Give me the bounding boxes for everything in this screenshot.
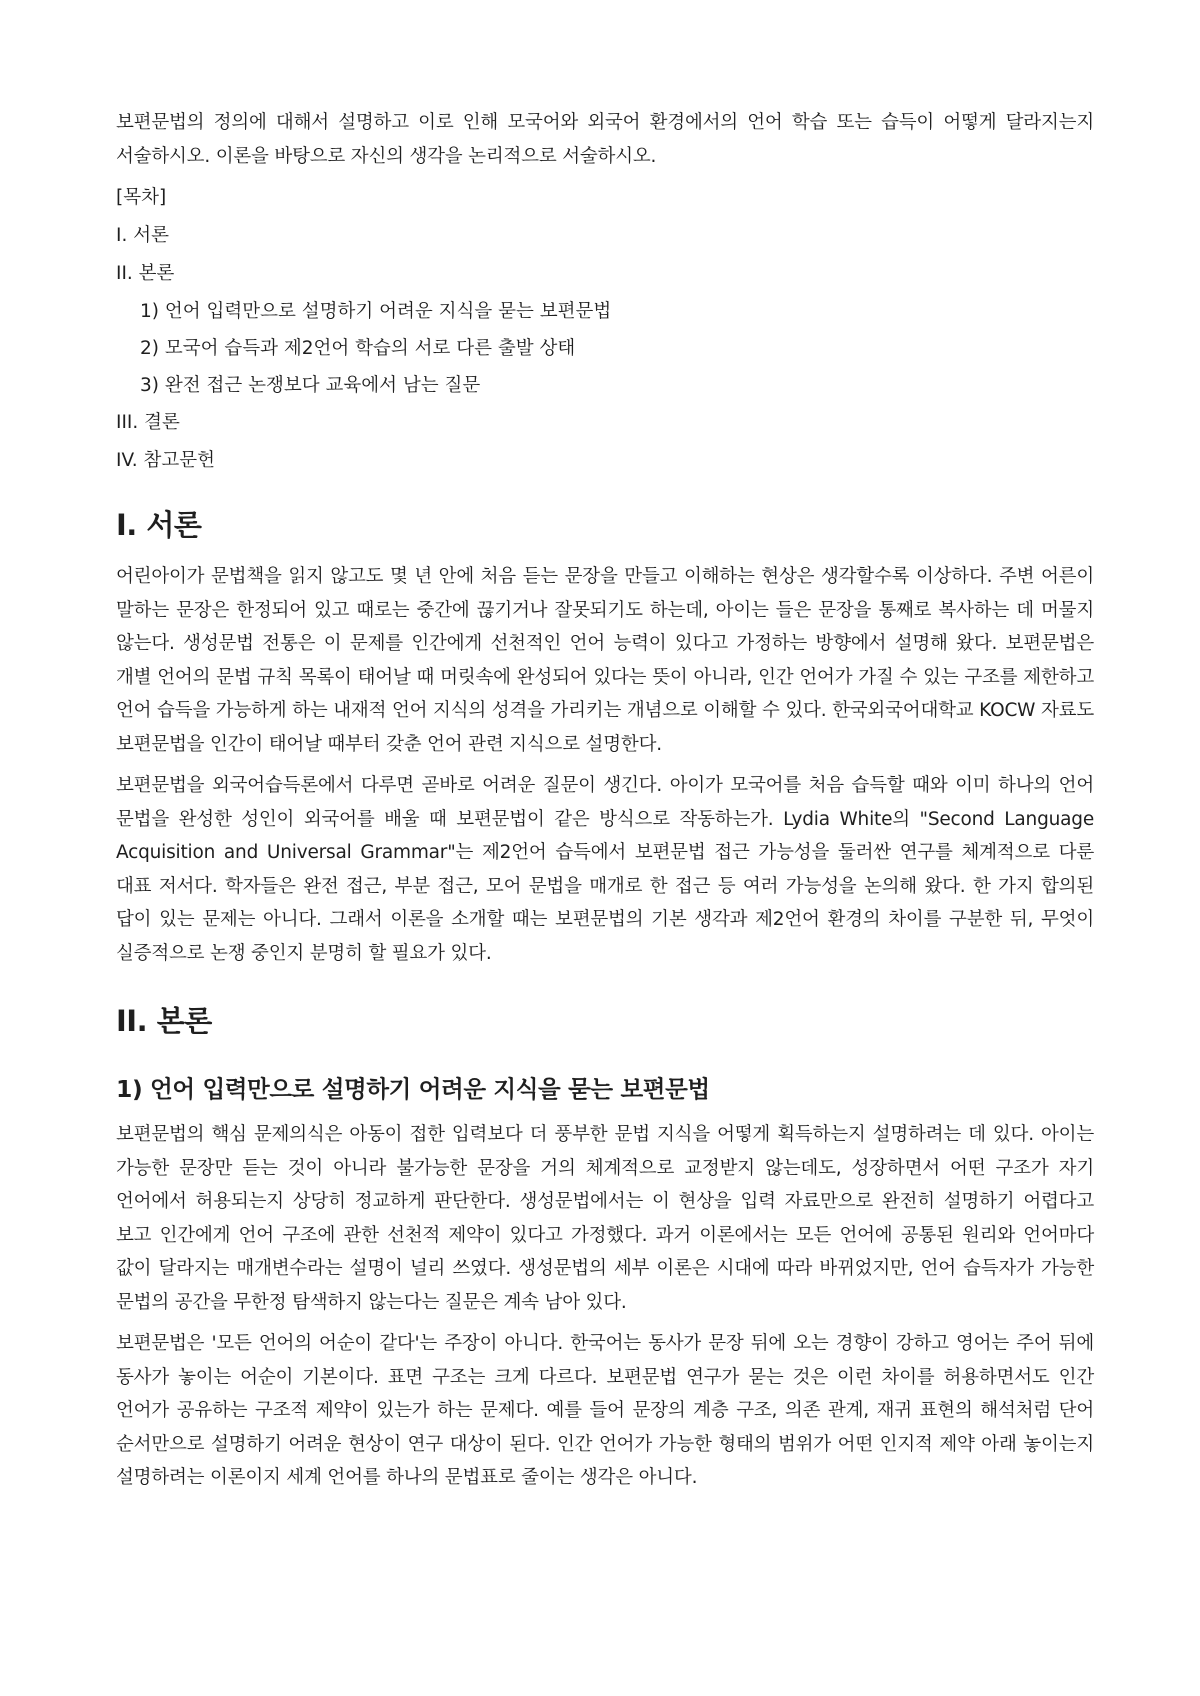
assignment-prompt: 보편문법의 정의에 대해서 설명하고 이로 인해 모국어와 외국어 환경에서의 언어 학습 또는 습득이 어떻게 달라지는지 서술하시오. 이론을 바탕으로 자신의 생각을 논리적으로 서술하시오. <box>116 112 1094 167</box>
toc-item-intro: I. 서론 <box>116 225 169 246</box>
section-heading-intro: I. 서론 <box>116 508 202 542</box>
toc-heading: [목차] <box>116 187 167 208</box>
body-sub1-paragraph-2: 보편문법은 '모든 언어의 어순이 같다'는 주장이 아니다. 한국어는 동사가 문장 뒤에 오는 경향이 강하고 영어는 주어 뒤에 동사가 놓이는 어순이 기본이다. 표면 구조는 크게 다르다. 보편문법 연구가 묻는 것은 이런 차이를 허용하면서도 인간 언어가 공유하는 구조적 제약이 있는가 하는 문제다. 예를 들어 문장의 계층 구조, 의존 관계, 재귀 표현의 해석처럼 단어 순서만으로 설명하기 어려운 현상이 연구 대상이 된다. 인간 언어가 가능한 형태의 범위가 어떤 인지적 제약 아래 놓이는지 설명하려는 이론이지 세계 언어를 하나의 문법표로 줄이는 생각은 아니다. <box>116 1333 1094 1488</box>
toc-subitem-3: 3) 완전 접근 논쟁보다 교육에서 남는 질문 <box>140 375 481 396</box>
body-sub1-paragraph-1: 보편문법의 핵심 문제의식은 아동이 접한 입력보다 더 풍부한 문법 지식을 어떻게 획득하는지 설명하려는 데 있다. 아이는 가능한 문장만 듣는 것이 아니라 불가능한 문장을 거의 체계적으로 교정받지 않는데도, 성장하면서 어떤 구조가 자기 언어에서 허용되는지 상당히 정교하게 판단한다. 생성문법에서는 이 현상을 입력 자료만으로 완전히 설명하기 어렵다고 보고 인간에게 언어 구조에 관한 선천적 제약이 있다고 가정했다. 과거 이론에서는 모든 언어에 공통된 원리와 언어마다 값이 달라지는 매개변수라는 설명이 널리 쓰였다. 생성문법의 세부 이론은 시대에 따라 바뀌었지만, 언어 습득자가 가능한 문법의 공간을 무한정 탐색하지 않는다는 질문은 계속 남아 있다. <box>116 1124 1094 1313</box>
toc-item-body: II. 본론 <box>116 263 175 284</box>
toc-subitem-2: 2) 모국어 습득과 제2언어 학습의 서로 다른 출발 상태 <box>140 338 576 359</box>
subsection-heading-1: 1) 언어 입력만으로 설명하기 어려운 지식을 묻는 보편문법 <box>116 1075 710 1103</box>
toc-subitem-1: 1) 언어 입력만으로 설명하기 어려운 지식을 묻는 보편문법 <box>140 301 612 322</box>
toc-item-references: IV. 참고문헌 <box>116 450 215 471</box>
toc-item-conclusion: III. 결론 <box>116 412 180 433</box>
section-heading-body: II. 본론 <box>116 1004 212 1038</box>
intro-paragraph-2: 보편문법을 외국어습득론에서 다루면 곧바로 어려운 질문이 생긴다. 아이가 모국어를 처음 습득할 때와 이미 하나의 언어 문법을 완성한 성인이 외국어를 배울 때 보편문법이 같은 방식으로 작동하는가. Lydia White의 "Second Language Acquisition and Universal Grammar"는 제2언어 습득에서 보편문법 접근 가능성을 둘러싼 연구를 체계적으로 다룬 대표 저서다. 학자들은 완전 접근, 부분 접근, 모어 문법을 매개로 한 접근 등 여러 가능성을 논의해 왔다. 한 가지 합의된 답이 있는 문제는 아니다. 그래서 이론을 소개할 때는 보편문법의 기본 생각과 제2언어 환경의 차이를 구분한 뒤, 무엇이 실증적으로 논쟁 중인지 분명히 할 필요가 있다. <box>116 775 1094 964</box>
intro-paragraph-1: 어린아이가 문법책을 읽지 않고도 몇 년 안에 처음 듣는 문장을 만들고 이해하는 현상은 생각할수록 이상하다. 주변 어른이 말하는 문장은 한정되어 있고 때로는 중간에 끊기거나 잘못되기도 하는데, 아이는 들은 문장을 통째로 복사하는 데 머물지 않는다. 생성문법 전통은 이 문제를 인간에게 선천적인 언어 능력이 있다고 가정하는 방향에서 설명해 왔다. 보편문법은 개별 언어의 문법 규칙 목록이 태어날 때 머릿속에 완성되어 있다는 뜻이 아니라, 인간 언어가 가질 수 있는 구조를 제한하고 언어 습득을 가능하게 하는 내재적 언어 지식의 성격을 가리키는 개념으로 이해할 수 있다. 한국외국어대학교 KOCW 자료도 보편문법을 인간이 태어날 때부터 갖춘 언어 관련 지식으로 설명한다. <box>116 566 1094 755</box>
table-of-contents <box>116 185 1094 474</box>
